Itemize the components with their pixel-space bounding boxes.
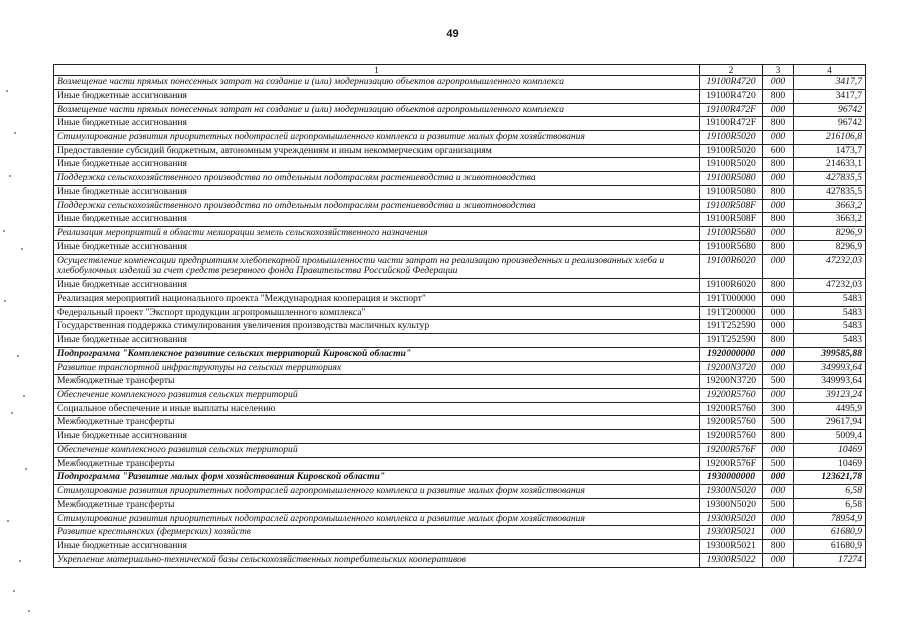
scan-speck	[14, 132, 16, 134]
row-sum-cell: 5009,4	[794, 430, 866, 444]
row-type-cell: 000	[763, 485, 794, 499]
row-sum-cell: 6,58	[794, 498, 866, 512]
row-type-cell: 000	[763, 471, 794, 485]
row-sum-cell: 214633,1	[794, 158, 866, 172]
row-type-cell: 800	[763, 279, 794, 293]
scan-speck	[13, 590, 15, 592]
row-code-cell: 19300R5021	[700, 540, 763, 554]
table-row	[54, 213, 866, 227]
table-row	[54, 388, 866, 402]
row-type-cell: 000	[763, 292, 794, 306]
row-sum-cell: 96742	[794, 117, 866, 131]
row-type-cell: 800	[763, 213, 794, 227]
row-type-cell: 000	[763, 254, 794, 278]
row-type-cell: 000	[763, 347, 794, 361]
row-name-cell: Иные бюджетные ассигнования	[54, 279, 700, 293]
row-code-cell: 19100R5080	[700, 172, 763, 186]
row-name-cell: Обеспечение комплексного развития сельских территорий	[54, 443, 700, 457]
table-row	[54, 117, 866, 131]
scan-speck	[3, 230, 5, 232]
scan-speck	[4, 300, 6, 302]
row-code-cell: 19200R5760	[700, 416, 763, 430]
row-code-cell: 19300R5020	[700, 512, 763, 526]
table-row	[54, 498, 866, 512]
row-type-cell: 800	[763, 430, 794, 444]
row-sum-cell: 349993,64	[794, 361, 866, 375]
row-type-cell: 800	[763, 334, 794, 348]
row-sum-cell: 123621,78	[794, 471, 866, 485]
row-sum-cell: 5483	[794, 306, 866, 320]
row-name-cell: Стимулирование развития приоритетных подотраслей агропромышленного комплекса и развитие малых форм хозяйствования	[54, 485, 700, 499]
table-row	[54, 103, 866, 117]
row-name-cell: Осуществление компенсации предприятиям хлебопекарной промышленности части затрат на реализацию произведенных и реализованных хлеба и хлебобулочных изделий за счет средств резервного фонда Правительства Российской Федерации	[54, 254, 700, 278]
row-code-cell: 19100R5020	[700, 144, 763, 158]
row-name-cell: Реализация мероприятий национального проекта "Международная кооперация и экспорт"	[54, 292, 700, 306]
row-code-cell: 191T200000	[700, 306, 763, 320]
header-cell-type: 3	[763, 65, 794, 76]
table-row	[54, 347, 866, 361]
row-sum-cell: 3663,2	[794, 213, 866, 227]
budget-table	[53, 64, 866, 568]
row-name-cell: Возмещение части прямых понесенных затрат на создание и (или) модернизацию объектов агропромышленного комплекса	[54, 103, 700, 117]
table-row	[54, 131, 866, 145]
row-name-cell: Стимулирование развития приоритетных подотраслей агропромышленного комплекса и развитие малых форм хозяйствования	[54, 131, 700, 145]
row-code-cell: 19200R5760	[700, 430, 763, 444]
table-row	[54, 144, 866, 158]
scan-speck	[25, 468, 27, 470]
row-type-cell: 000	[763, 306, 794, 320]
row-type-cell: 000	[763, 227, 794, 241]
row-name-cell: Подпрограмма "Развитие малых форм хозяйствования Кировской области"	[54, 471, 700, 485]
row-type-cell: 500	[763, 498, 794, 512]
row-sum-cell: 10469	[794, 443, 866, 457]
row-code-cell: 19100R5080	[700, 185, 763, 199]
row-type-cell: 000	[763, 199, 794, 213]
row-name-cell: Развитие крестьянских (фермерских) хозяйств	[54, 526, 700, 540]
row-name-cell: Подпрограмма "Комплексное развитие сельских территорий Кировской области"	[54, 347, 700, 361]
table-row	[54, 279, 866, 293]
row-sum-cell: 47232,03	[794, 279, 866, 293]
table-row	[54, 430, 866, 444]
table-row	[54, 89, 866, 103]
row-name-cell: Укрепление материально-технической базы сельскохозяйственных потребительских кооперативов	[54, 553, 700, 567]
row-sum-cell: 96742	[794, 103, 866, 117]
header-cell-name: 1	[54, 65, 700, 76]
row-code-cell: 19200N3720	[700, 375, 763, 389]
row-sum-cell: 8296,9	[794, 240, 866, 254]
table-row	[54, 76, 866, 90]
row-sum-cell: 17274	[794, 553, 866, 567]
table-row	[54, 199, 866, 213]
table-row	[54, 485, 866, 499]
row-sum-cell: 8296,9	[794, 227, 866, 241]
row-name-cell: Иные бюджетные ассигнования	[54, 89, 700, 103]
table-row	[54, 512, 866, 526]
row-name-cell: Иные бюджетные ассигнования	[54, 213, 700, 227]
header-cell-sum: 4	[794, 65, 866, 76]
table-row	[54, 553, 866, 567]
table-row	[54, 158, 866, 172]
row-sum-cell: 3663,2	[794, 199, 866, 213]
row-type-cell: 800	[763, 117, 794, 131]
row-type-cell: 000	[763, 172, 794, 186]
row-type-cell: 000	[763, 76, 794, 90]
row-sum-cell: 3417,7	[794, 89, 866, 103]
row-code-cell: 19100R4720	[700, 89, 763, 103]
header-cell-code: 2	[700, 65, 763, 76]
row-sum-cell: 427835,5	[794, 185, 866, 199]
table-row	[54, 361, 866, 375]
row-sum-cell: 1473,7	[794, 144, 866, 158]
row-code-cell: 19300N5020	[700, 485, 763, 499]
row-sum-cell: 216106,8	[794, 131, 866, 145]
table-row	[54, 254, 866, 278]
row-code-cell: 19100R508F	[700, 213, 763, 227]
table-row	[54, 471, 866, 485]
table-row	[54, 334, 866, 348]
table-row	[54, 240, 866, 254]
table-row	[54, 320, 866, 334]
row-type-cell: 000	[763, 131, 794, 145]
row-name-cell: Иные бюджетные ассигнования	[54, 158, 700, 172]
row-type-cell: 000	[763, 388, 794, 402]
table-row	[54, 227, 866, 241]
row-sum-cell: 427835,5	[794, 172, 866, 186]
row-name-cell: Иные бюджетные ассигнования	[54, 430, 700, 444]
row-sum-cell: 39123,24	[794, 388, 866, 402]
row-code-cell: 19300R5022	[700, 553, 763, 567]
row-type-cell: 500	[763, 416, 794, 430]
row-code-cell: 19100R472F	[700, 103, 763, 117]
row-code-cell: 19100R5020	[700, 158, 763, 172]
table-row	[54, 306, 866, 320]
row-code-cell: 19100R508F	[700, 199, 763, 213]
row-type-cell: 000	[763, 320, 794, 334]
row-name-cell: Поддержка сельскохозяйственного производства по отдельным подотраслям растениеводства и животноводства	[54, 199, 700, 213]
table-row	[54, 185, 866, 199]
row-code-cell: 19200R5760	[700, 388, 763, 402]
row-code-cell: 1920000000	[700, 347, 763, 361]
row-name-cell: Поддержка сельскохозяйственного производства по отдельным подотраслям растениеводства и животноводства	[54, 172, 700, 186]
scan-speck	[23, 395, 25, 397]
row-name-cell: Государственная поддержка стимулирования увеличения производства масличных культур	[54, 320, 700, 334]
table-row	[54, 526, 866, 540]
row-type-cell: 000	[763, 526, 794, 540]
row-type-cell: 300	[763, 402, 794, 416]
row-code-cell: 19300R5021	[700, 526, 763, 540]
row-code-cell: 19100R5680	[700, 227, 763, 241]
row-type-cell: 800	[763, 240, 794, 254]
row-code-cell: 19200R576F	[700, 443, 763, 457]
row-sum-cell: 6,58	[794, 485, 866, 499]
row-sum-cell: 5483	[794, 334, 866, 348]
row-type-cell: 600	[763, 144, 794, 158]
row-code-cell: 19100R5680	[700, 240, 763, 254]
table-row	[54, 402, 866, 416]
row-name-cell: Межбюджетные трансферты	[54, 375, 700, 389]
row-name-cell: Развитие транспортной инфраструктуры на сельских территориях	[54, 361, 700, 375]
row-code-cell: 19100R472F	[700, 117, 763, 131]
row-code-cell: 1930000000	[700, 471, 763, 485]
row-code-cell: 19100R6020	[700, 279, 763, 293]
row-code-cell: 19100R5020	[700, 131, 763, 145]
row-code-cell: 191T252590	[700, 320, 763, 334]
row-sum-cell: 4495,9	[794, 402, 866, 416]
row-sum-cell: 5483	[794, 292, 866, 306]
row-type-cell: 500	[763, 375, 794, 389]
row-sum-cell: 61680,9	[794, 540, 866, 554]
row-type-cell: 000	[763, 443, 794, 457]
row-name-cell: Иные бюджетные ассигнования	[54, 240, 700, 254]
table-header-row	[54, 65, 866, 76]
scan-speck	[9, 175, 11, 177]
row-type-cell: 800	[763, 540, 794, 554]
row-name-cell: Обеспечение комплексного развития сельских территорий	[54, 388, 700, 402]
row-sum-cell: 29617,94	[794, 416, 866, 430]
row-sum-cell: 47232,03	[794, 254, 866, 278]
row-code-cell: 19100R4720	[700, 76, 763, 90]
row-type-cell: 500	[763, 457, 794, 471]
row-type-cell: 000	[763, 361, 794, 375]
row-sum-cell: 10469	[794, 457, 866, 471]
row-code-cell: 191T000000	[700, 292, 763, 306]
row-type-cell: 000	[763, 103, 794, 117]
row-name-cell: Межбюджетные трансферты	[54, 457, 700, 471]
row-sum-cell: 78954,9	[794, 512, 866, 526]
row-code-cell: 19200R5760	[700, 402, 763, 416]
table-row	[54, 443, 866, 457]
row-code-cell: 191T252590	[700, 334, 763, 348]
table-row	[54, 292, 866, 306]
row-type-cell: 800	[763, 89, 794, 103]
row-type-cell: 000	[763, 553, 794, 567]
row-sum-cell: 399585,88	[794, 347, 866, 361]
table-row	[54, 172, 866, 186]
row-name-cell: Иные бюджетные ассигнования	[54, 117, 700, 131]
scan-speck	[19, 560, 21, 562]
table-row	[54, 375, 866, 389]
row-type-cell: 000	[763, 512, 794, 526]
row-sum-cell: 61680,9	[794, 526, 866, 540]
table-row	[54, 540, 866, 554]
page-number: 49	[446, 28, 459, 40]
row-sum-cell: 5483	[794, 320, 866, 334]
row-name-cell: Предоставление субсидий бюджетным, автономным учреждениям и иным некоммерческим организациям	[54, 144, 700, 158]
row-name-cell: Стимулирование развития приоритетных подотраслей агропромышленного комплекса и развитие малых форм хозяйствования	[54, 512, 700, 526]
row-sum-cell: 3417,7	[794, 76, 866, 90]
row-code-cell: 19200R576F	[700, 457, 763, 471]
row-type-cell: 800	[763, 158, 794, 172]
table-row	[54, 457, 866, 471]
scan-speck	[11, 412, 13, 414]
scan-speck	[28, 610, 30, 612]
row-code-cell: 19200N3720	[700, 361, 763, 375]
row-name-cell: Межбюджетные трансферты	[54, 416, 700, 430]
scan-speck	[7, 520, 9, 522]
row-name-cell: Возмещение части прямых понесенных затрат на создание и (или) модернизацию объектов агропромышленного комплекса	[54, 76, 700, 90]
row-name-cell: Межбюджетные трансферты	[54, 498, 700, 512]
table-row	[54, 416, 866, 430]
row-code-cell: 19300N5020	[700, 498, 763, 512]
row-sum-cell: 349993,64	[794, 375, 866, 389]
scan-speck	[21, 248, 23, 250]
row-name-cell: Реализация мероприятий в области мелиорации земель сельскохозяйственного назначения	[54, 227, 700, 241]
row-name-cell: Социальное обеспечение и иные выплаты населению	[54, 402, 700, 416]
row-code-cell: 19100R6020	[700, 254, 763, 278]
row-name-cell: Иные бюджетные ассигнования	[54, 334, 700, 348]
row-name-cell: Федеральный проект "Экспорт продукции агропромышленного комплекса"	[54, 306, 700, 320]
scan-speck	[6, 90, 8, 92]
scan-speck	[17, 355, 19, 357]
row-type-cell: 800	[763, 185, 794, 199]
row-name-cell: Иные бюджетные ассигнования	[54, 185, 700, 199]
row-name-cell: Иные бюджетные ассигнования	[54, 540, 700, 554]
